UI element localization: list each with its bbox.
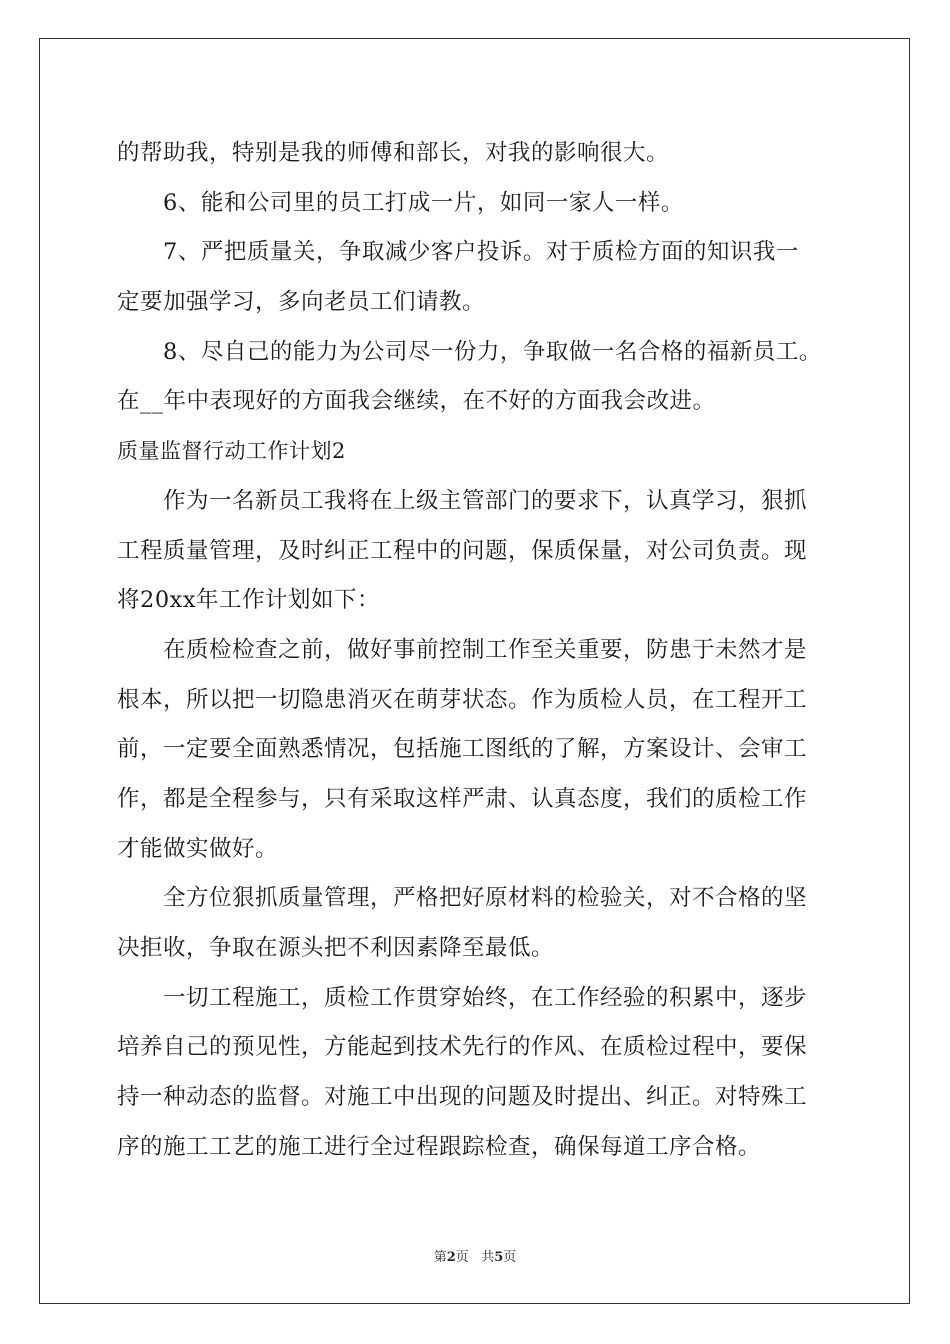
page-prefix: 第 [433,1250,447,1265]
text-line: 作为一名新员工我将在上级主管部门的要求下，认真学习，狠抓 [163,487,808,514]
text-line: 培养自己的预见性，方能起到技术先行的作风、在质检过程中，要保 [117,1034,808,1061]
page-footer [0,1246,950,1265]
total-prefix: 共 [481,1250,495,1265]
page-suffix: 页 [455,1250,469,1265]
section-heading: 质量监督行动工作计划2 [117,439,346,464]
total-page-number: 5 [494,1250,504,1265]
text-line: 的帮助我，特别是我的师傅和部长，对我的影响很大。 [117,140,670,166]
text-line: 将20xx年工作计划如下： [117,587,381,614]
text-line: 7、严把质量关，争取减少客户投诉。对于质检方面的知识我一 [163,239,799,266]
text-line: 在__年中表现好的方面我会继续，在不好的方面我会改进。 [117,388,716,415]
text-line: 前，一定要全面熟悉情况，包括施工图纸的了解，方案设计、会审工 [117,736,808,763]
text-line: 6、能和公司里的员工打成一片，如同一家人一样。 [163,189,684,216]
text-line: 序的施工工艺的施工进行全过程跟踪检查，确保每道工序合格。 [117,1133,762,1160]
text-line: 根本，所以把一切隐患消灭在萌芽状态。作为质检人员，在工程开工 [117,686,808,713]
text-line: 决拒收，争取在源头把不利因素降至最低。 [117,935,555,961]
text-line: 持一种动态的监督。对施工中出现的问题及时提出、纠正。对特殊工 [117,1084,808,1111]
text-line: 定要加强学习，多向老员工们请教。 [117,289,486,316]
text-line: 8、尽自己的能力为公司尽一份力，争取做一名合格的福新员工。 [163,338,822,365]
text-line: 工程质量管理，及时纠正工程中的问题，保质保量，对公司负责。现 [117,537,808,564]
current-page-number: 2 [446,1250,456,1265]
total-suffix: 页 [503,1250,517,1265]
text-line: 在质检检查之前，做好事前控制工作至关重要，防患于未然才是 [163,636,808,663]
text-line: 作，都是全程参与，只有采取这样严肃、认真态度，我们的质检工作 [117,785,808,812]
document-body [117,129,837,1172]
text-line: 全方位狠抓质量管理，严格把好原材料的检验关，对不合格的坚 [163,885,808,912]
text-line: 才能做实做好。 [117,835,279,862]
text-line: 一切工程施工，质检工作贯穿始终，在工作经验的积累中，逐步 [163,984,808,1011]
